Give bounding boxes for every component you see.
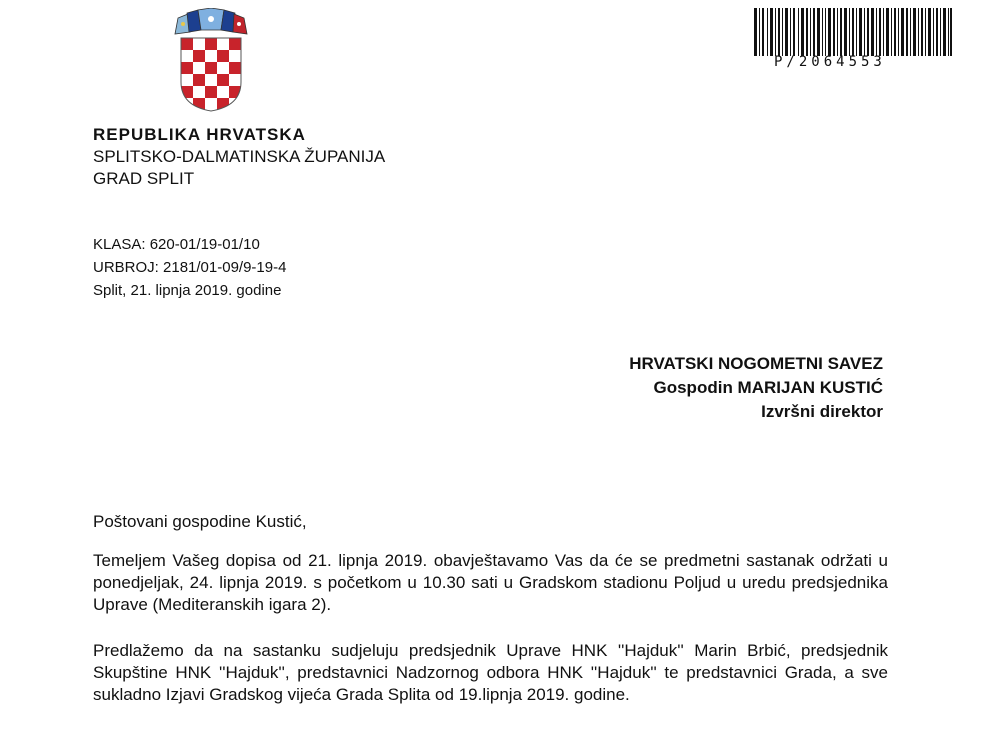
issuer-county: SPLITSKO-DALMATINSKA ŽUPANIJA xyxy=(93,147,386,166)
letter-paragraph-1: Temeljem Vašeg dopisa od 21. lipnja 2019. obavještavamo Vas da će se predmetni sastanak održati u ponedjeljak, 24. lipnja 2019. s početkom u 10.30 sati u Gradskom stadionu Poljud u uredu predsjednika Uprave (Mediteranskih igara 2). xyxy=(93,551,888,614)
letter-greeting: Poštovani gospodine Kustić, xyxy=(93,512,307,531)
klasa-number: KLASA: 620-01/19-01/10 xyxy=(93,236,260,253)
recipient-name: Gospodin MARIJAN KUSTIĆ xyxy=(653,378,883,397)
issuer-city: GRAD SPLIT xyxy=(93,169,195,188)
urbroj-number: URBROJ: 2181/01-09/9-19-4 xyxy=(93,259,287,276)
croatian-coat-of-arms xyxy=(172,8,250,112)
recipient-title: Izvršni direktor xyxy=(761,402,883,421)
issuer-header xyxy=(93,124,385,190)
recipient-block xyxy=(629,352,883,424)
letter-paragraph-2: Predlažemo da na sastanku sudjeluju predsjednik Uprave HNK ''Hajduk'' Marin Brbić, predsjednik Skupštine HNK ''Hajduk'', predstavnici Nadzornog odbora HNK ''Hajduk'' te predstavnici Grada, a sve sukladno Izjavi Gradskog vijeća Grada Splita od 19.lipnja 2019. godine. xyxy=(93,641,888,704)
issuer-republic: REPUBLIKA HRVATSKA xyxy=(93,125,306,144)
document-date: Split, 21. lipnja 2019. godine xyxy=(93,282,282,299)
recipient-organization: HRVATSKI NOGOMETNI SAVEZ xyxy=(629,354,883,373)
barcode-number: P/2064553 xyxy=(774,54,886,70)
document-barcode xyxy=(754,8,952,70)
document-reference xyxy=(93,233,286,302)
barcode-bars-icon xyxy=(754,8,952,56)
